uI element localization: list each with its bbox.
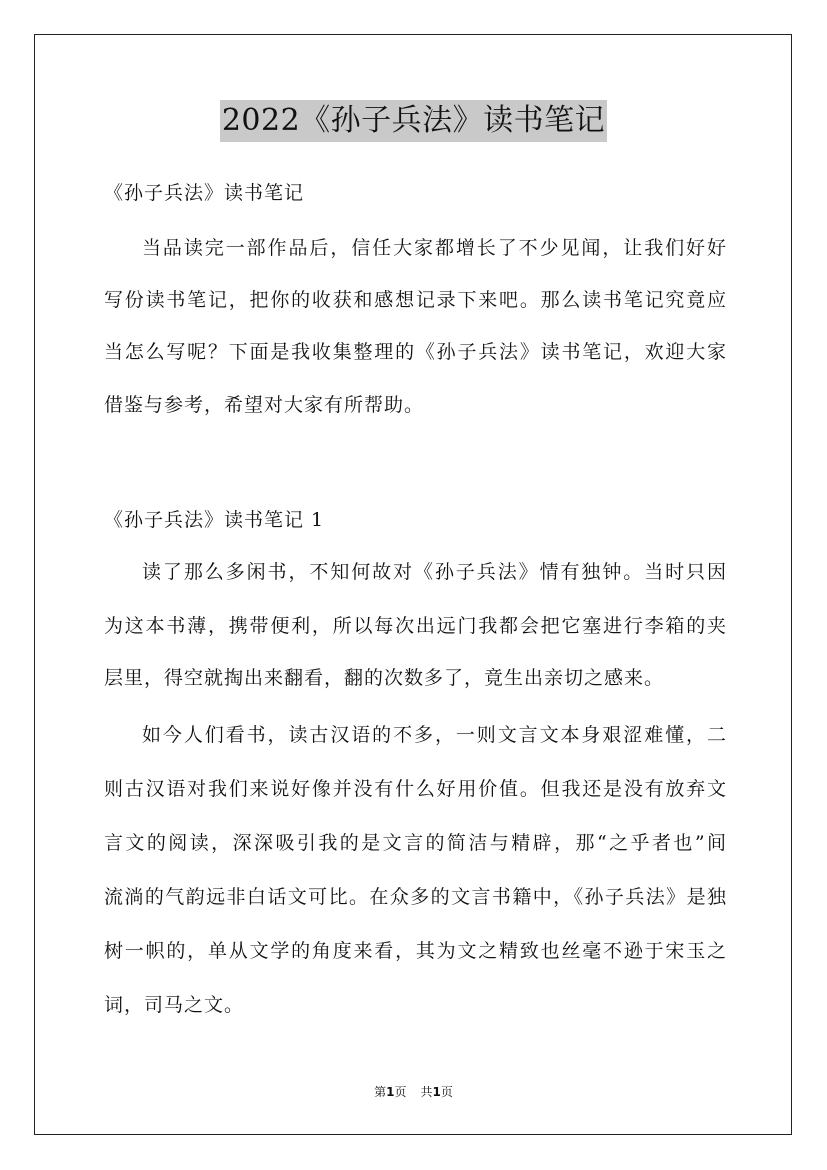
intro-line: 当品读完一部作品后，信任大家都增长了不少见闻，让我们好好 [142,237,726,259]
body-line: 为这本书薄，携带便利，所以每次出远门我都会把它塞进行李箱的夹 [104,615,726,637]
page-label-suffix: 页 [394,1085,407,1099]
total-pages: 1 [432,1085,441,1099]
total-label-prefix: 共 [420,1085,433,1099]
body-line: 如今人们看书，读古汉语的不多，一则文言文本身艰涩难懂，二 [142,724,726,746]
body-line: 词，司马之文。 [104,994,245,1016]
intro-line: 写份读书笔记，把你的收获和感想记录下来吧。那么读书笔记究竟应 [104,289,726,311]
title-container [0,100,827,142]
total-label-suffix: 页 [440,1085,453,1099]
body-line: 流淌的气韵远非白话文可比。在众多的文言书籍中，《孙子兵法》是独 [104,886,726,908]
body-line: 层里，得空就掏出来翻看，翻的次数多了，竟生出亲切之感来。 [104,667,665,689]
document-title: 2022《孙子兵法》读书笔记 [220,100,607,142]
body-line: 树一帜的，单从文学的角度来看，其为文之精致也丝毫不逊于宋玉之 [104,940,726,962]
body-line: 言文的阅读，深深吸引我的是文言的简洁与精辟，那“之乎者也”间 [104,832,726,854]
page-number: 1 [386,1085,395,1099]
intro-line: 当怎么写呢？下面是我收集整理的《孙子兵法》读书笔记，欢迎大家 [104,341,726,363]
document-subtitle: 《孙子兵法》读书笔记 [104,182,305,204]
body-line: 则古汉语对我们来说好像并没有什么好用价值。但我还是没有放弃文 [104,778,726,800]
section-heading: 《孙子兵法》读书笔记 1 [104,509,325,531]
intro-line: 借鉴与参考，希望对大家有所帮助。 [104,394,425,416]
body-line: 读了那么多闲书，不知何故对《孙子兵法》情有独钟。当时只因 [142,561,726,583]
page-footer [0,1083,827,1100]
page-label-prefix: 第 [374,1085,387,1099]
